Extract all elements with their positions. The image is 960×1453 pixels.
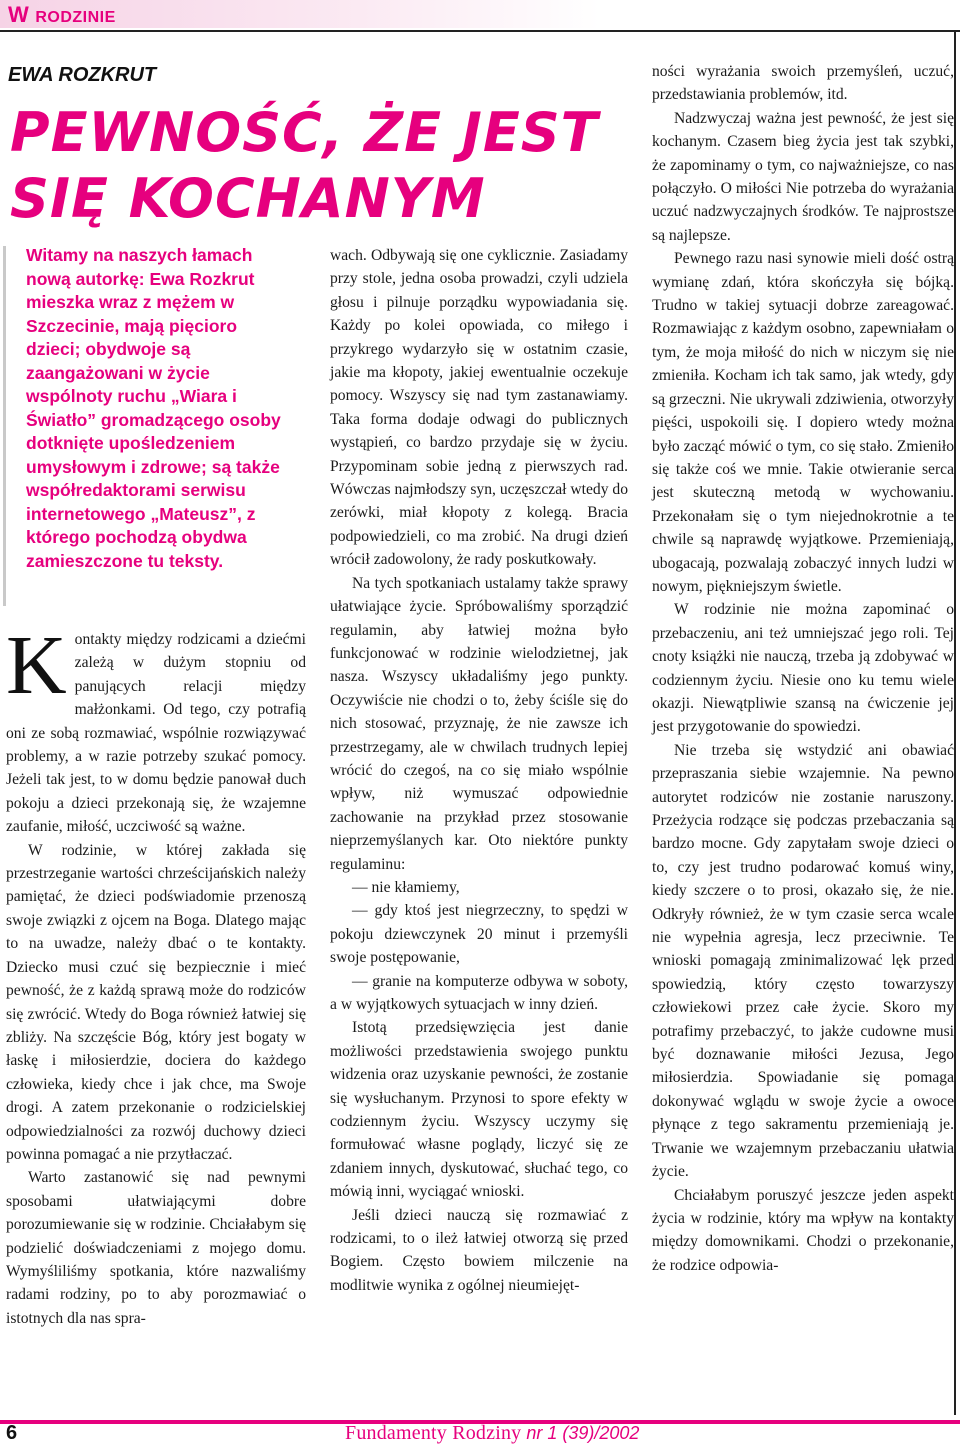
paragraph: Na tych spotkaniach ustalamy także sprawy ułatwiające życie. Spróbowaliśmy sporządzić regulamin, aby łatwiej można było funkcjonować w rodzinie wielodzietnej, jak nasza. Wszyscy układaliśmy jego punkty. Oczywiście nie chodzi o to, żeby ściśle się do nich stosować, przyznaję, że nie zawsze ich przestrzegamy, ale w chwilach trudnych lepiej wrócić do czegoś, na co się miało wspólnie wpływ, niż wymuszać odpowiednie zachowanie na przykład przez stosowanie nieprzemyślanych kar. Oto niektóre punkty regulaminu: — [330, 574, 628, 873]
paragraph: W rodzinie nie można zapominać o przebaczeniu, ani też umniejszać jego roli. Tej cnoty książki nie nauczą, trzeba ją zdobywać w codziennym życiu. Niesie ono ku temu wiele okazji. Niewątpliwie szansą na ćwiczenie jej jest przygotowanie do spowiedzi. — [652, 601, 954, 736]
section-letter: W — [8, 2, 30, 27]
paragraph: Jeśli dzieci nauczą się rozmawiać z rodzicami, to o ileż łatwiej otworzą się przed Bogiem. Często bowiem milczenie na modlitwie wynika z ogólnej nieumiejęt- — [330, 1206, 628, 1294]
section-label — [8, 2, 116, 28]
text-column-2 — [330, 244, 628, 1297]
paragraph: W rodzinie, w której zakłada się przestrzeganie wartości chrześcijańskich należy pamiętać, że dzieci podświadomie przenoszą swoje związki z ojcem na Boga. Dlatego mając to na uwadze, należy dbać o te kontakty. Dziecko musi czuć się bezpiecznie i mieć pewność, że z każdą sprawą może do rodziców się zwrócić. Wtedy do Boga również łatwiej się zbliży. Na szczęście Bóg, który jest bogaty w łaskę i miłosierdzie, dociera do każdego człowieka, kiedy chce i jak chce, ma Swoje drogi. A zatem przekonanie o rodzicielskiej odpowiedzialności za rozwój duchowy dzieci powinna pomagać a nie przytłaczać. — [6, 841, 306, 1163]
paragraph: Nie trzeba się wstydzić ani obawiać przepraszania siebie wzajemnie. Na pewno autorytet rodziców nie zostanie naruszony. Przeżycia rodzące się podczas przebaczania są bardzo mocne. Gdy zapytałam swoje dzieci o to, czy jest trudno podarować komuś winy, kiedy szczere o to prosi, okazało się, że nie. Odkryły również, że w tym czasie serca wcale nie wypełnia agresja, lecz przeciwnie. Te wnioski pomagają zminimalizować lęk przed spowiedzią, który często towarzyszy człowiekowi przez całe życie. Skoro my potrafimy przebaczyć, to jakże cudowne musi być doznawanie miłości Jezusa, Jego miłosierdzia. Spowiadanie się pomaga dokonywać wglądu w swoje życie a owoce płynące z tego sakramentu przemieniają je. Trwanie we wzajemnym przebaczaniu ułatwia życie. — [652, 741, 954, 1181]
section-word: RODZINIE — [35, 9, 116, 26]
magazine-name: Fundamenty Rodziny — [345, 1422, 522, 1444]
page-number: 6 — [6, 1422, 18, 1444]
right-rule — [954, 30, 956, 1415]
rule-item: — granie na komputerze odbywa w soboty, a w wyjątkowych sytuacjach w inny dzień. — [330, 972, 628, 1013]
magazine-footer — [345, 1422, 639, 1445]
text-column-1 — [6, 619, 306, 1330]
author-name: EWA ROZKRUT — [8, 64, 157, 86]
paragraph: Warto zastanowić się nad pewnymi sposobami ułatwiającymi dobre porozumiewanie się w rodzinie. Chciałabym się podzielić doświadczeniami z mojego domu. Wymyśliliśmy spotkania, które nazwaliśmy radami rodziny, po to aby porozmawiać o istotnych dla nas spra- — [6, 1169, 306, 1327]
paragraph-text: ontakty między rodzicami a dziećmi zależą w dużym stopniu od panujących relacji między małżonkami. Od tego, czy potrafią oni ze sobą rozmawiać, wspólnie rozwiązywać problemy, a w razie potrzeby szukać pomocy. Jeżeli tak jest, to w domu będzie panował duch pokoju a dzieci przekonają się, że wzajemne zaufanie, miłość, uczciwość są ważne. — [6, 631, 306, 836]
paragraph: Nadzwyczaj ważna jest pewność, że jest się kochanym. Czasem bieg życia jest tak szybki, że zapominamy o tym, co najważniejsze, co nas połączyło. O miłości Nie potrzeba do wyrażania uczuć nadzwyczajnych środków. Te najprostsze są najlepsze. — [652, 109, 954, 244]
title-line-1: PEWNOŚĆ, ŻE JEST — [10, 101, 599, 164]
top-rule — [0, 30, 960, 32]
lead-side-rule — [3, 246, 6, 606]
paragraph — [6, 619, 306, 839]
paragraph: Chciałabym poruszyć jeszcze jeden aspekt życia w rodzinie, który ma wpływ na kontakty między domownikami. Chodzi o przekonanie, że rodzice odpowia- — [652, 1186, 954, 1274]
paragraph: ności wyrażania swoich przemyśleń, uczuć, przedstawiania problemów, itd. — [652, 63, 954, 104]
paragraph: wach. Odbywają się one cyklicznie. Zasiadamy przy stole, jedna osoba prowadzi, czyli udziela głosu i pilnuje porządku wypowiadania się. Każdy po kolei opowiada, co miłego i przykrego wydarzyło się w ostatnim czasie, jakie ma kłopoty, jakiej ewentualnie oczekuje pomocy. Wszyscy się nad tym zastanawiamy. Taka forma dodaje odwagi do publicznych wystąpień, co bardzo przydaje się w życiu. Przypominam sobie jedną z pierwszych rad. Wówczas najmłodszy syn, uczęszczał wtedy do zerówki, miał kłopoty z kolegą. Bracia podpowiedzieli, co ma zrobić. Na drugi dzień wrócił zadowolony, że rady poskutkowały. — [330, 247, 628, 569]
issue-number: nr 1 (39)/2002 — [526, 1423, 640, 1443]
paragraph: Pewnego razu nasi synowie mieli dość ostrą wymianę zdań, która skończyła się bójką. Trudno w takiej sytuacji dobrze zareagować. Rozmawiając z każdym osobno, zapewniałam o tym, że moja miłość do nich w niczym się nie zmieniła. Kocham ich tak samo, jak wtedy, gdy są grzeczni. Nie ukrywali zdziwienia, otworzyły pięści, uspokoili się. I dopiero wtedy można było zacząć mówić o tym, co się stało. Zmieniło się także coś we mnie. Takie otwieranie serca jest skuteczną metodą w wychowaniu. Przekonałam się o tym niejednokrotnie a te chwile są naprawdę wyjątkowe. Przemieniają, ubogacają, pozwalają zobaczyć innych ludzi w nowym, piękniejszym świetle. — [652, 250, 954, 595]
paragraph: Istotą przedsięwzięcia jest danie możliwości przedstawienia swojego punktu widzenia oraz uzyskanie pewności, że zostanie się wysłuchanym. Przynosi to spore efekty w codziennym życiu. Wszyscy uczymy się formułować własne poglądy, liczyć się ze zdaniem innych, dyskutować, słuchać tego, co mówią inni, wyciągać wnioski. — [330, 1019, 628, 1201]
title-line-2: SIĘ KOCHANYM — [10, 167, 486, 230]
rule-item: — gdy ktoś jest niegrzeczny, to spędzi w pokoju dziewczynek 20 minut i przemyśli swoje postępowanie, — [330, 902, 628, 967]
article-title — [10, 100, 600, 232]
drop-cap: K — [6, 619, 67, 712]
text-column-3 — [652, 60, 954, 1277]
rule-item: — nie kłamiemy, — [352, 878, 460, 896]
article-lead: Witamy na naszych łamach nową autorkę: Ewa Rozkrut mieszka wraz z mężem w Szczecinie, mają pięcioro dzieci; obydwoje są zaangażowani w życie wspólnoty ruchu „Wiara i Światło” gromadzącego osoby dotknięte upośledzeniem umysłowym i zdrowe; są także współredaktorami serwisu internetowego „Mateusz”, z którego pochodzą obydwa zamieszczone tu teksty. — [26, 245, 281, 571]
